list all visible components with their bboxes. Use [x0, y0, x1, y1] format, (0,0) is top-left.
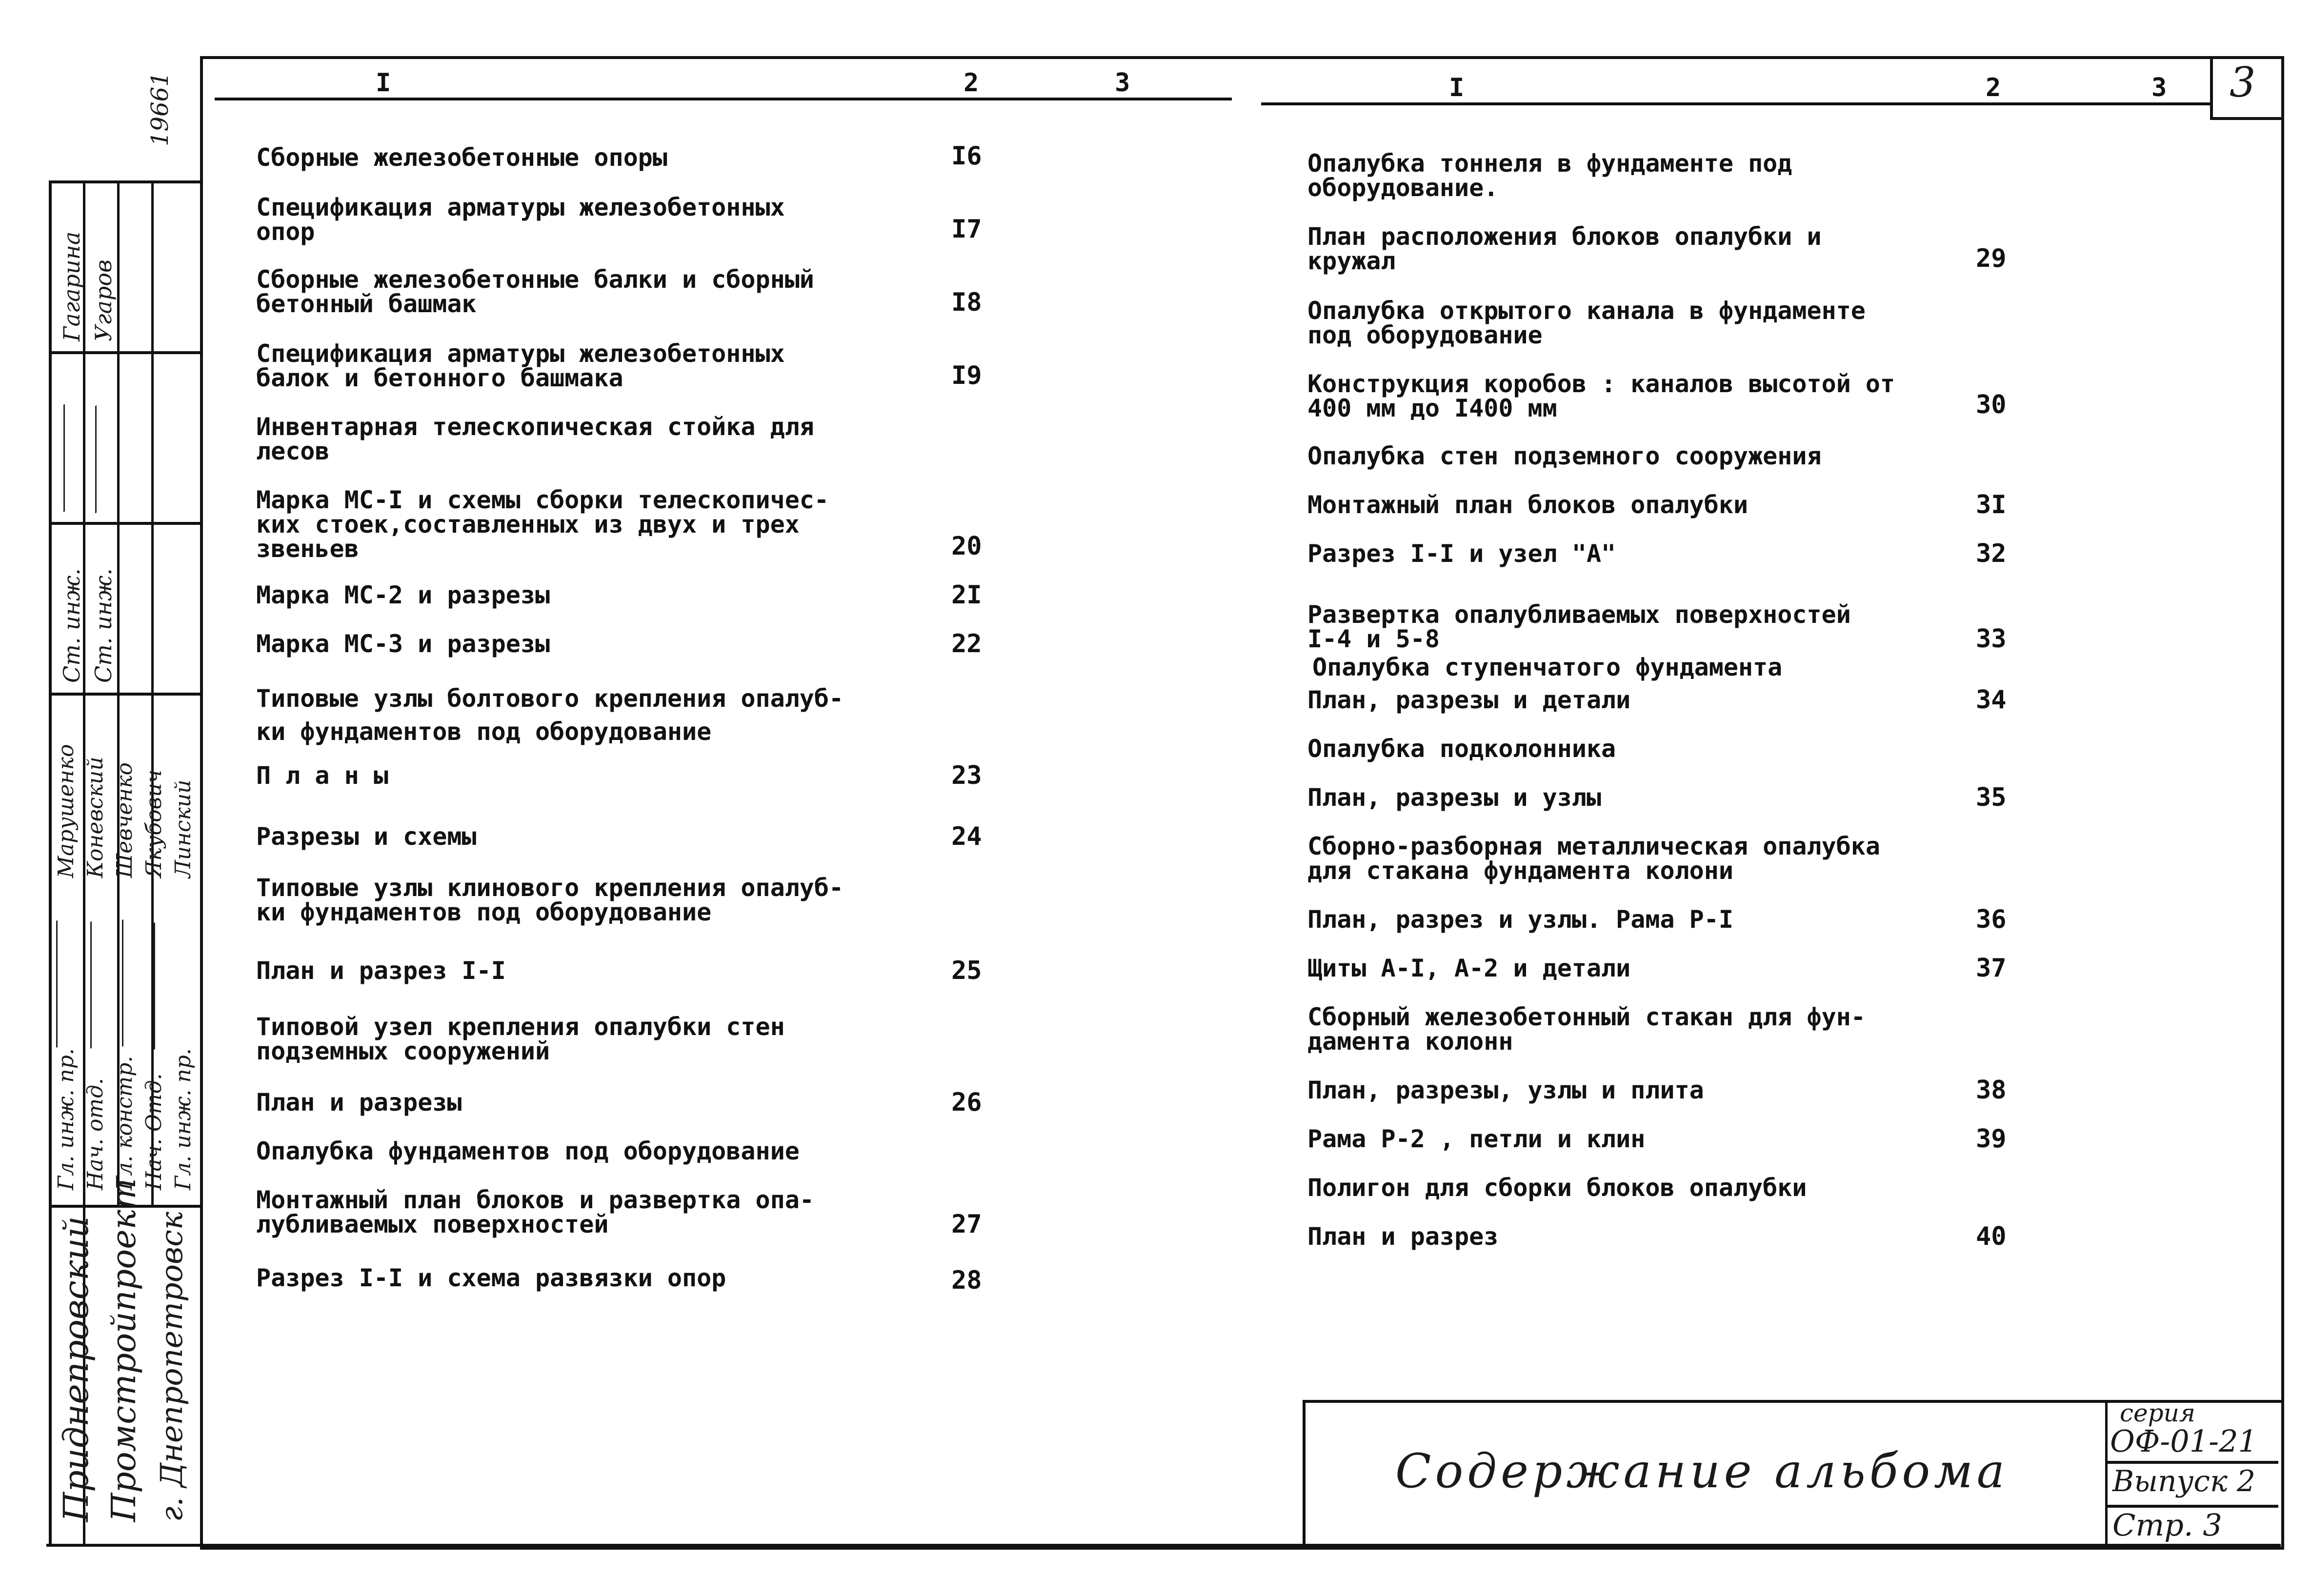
- org-name-3: г. Днепропетровск: [154, 1212, 189, 1522]
- right-entry-page: 32: [1976, 539, 2007, 568]
- signature: [154, 911, 175, 1050]
- title-block-rule-1: [2105, 1461, 2278, 1464]
- series-value: ОФ-01-21: [2110, 1423, 2257, 1459]
- right-header-rule: [1261, 102, 2210, 105]
- stamp-role: Гл. инж. пр.: [54, 1048, 79, 1190]
- side-stamp-rule-4: [49, 693, 200, 696]
- left-entry-page: 22: [951, 629, 982, 658]
- left-entry-page: 26: [951, 1088, 982, 1117]
- right-entry: Опалубка тоннеля в фундаменте под оборудование.: [1307, 149, 1792, 202]
- right-entry: План и разрез: [1307, 1222, 1499, 1251]
- title-block-divider: [2105, 1400, 2108, 1544]
- right-entry: Опалубка стен подземного сооружения: [1307, 442, 1822, 470]
- left-entry: План и разрез I-I: [256, 957, 506, 985]
- left-entry-page: I6: [951, 141, 982, 171]
- right-entry-page: 40: [1976, 1222, 2007, 1251]
- left-entry: Сборные железобетонные балки и сборный бетонный башмак: [256, 265, 814, 318]
- stamp-name: Линский: [171, 779, 196, 878]
- right-entry: Развертка опалубливаемых поверхностей I-4 и 5-8: [1307, 600, 1851, 653]
- right-entry: Конструкция коробов : каналов высотой от 400 мм до I400 мм: [1307, 370, 1895, 422]
- signature: [56, 913, 77, 1048]
- left-entry: Сборные железобетонные опоры: [256, 143, 667, 172]
- stamp-role-2: Ст. инж.: [90, 568, 117, 683]
- left-entry: Опалубка фундаментов под оборудование: [256, 1137, 800, 1165]
- right-entry-page: 3I: [1976, 490, 2007, 519]
- stamp-role-2: Ст. инж.: [59, 568, 85, 683]
- left-header-3: 3: [1115, 68, 1130, 98]
- right-entry-page: 36: [1976, 905, 2007, 934]
- left-entry-page: 24: [951, 822, 982, 851]
- left-entry: Марка МС-2 и разрезы: [256, 581, 550, 609]
- right-header-1: I: [1449, 73, 1465, 102]
- signature: [90, 912, 111, 1049]
- right-entry: Разрез I-I и узел "А": [1307, 539, 1616, 568]
- right-entry: Щиты А-I, А-2 и детали: [1307, 954, 1631, 982]
- sheet-number: 3: [2230, 59, 2256, 106]
- stamp-role: Нач. Отд.: [141, 1073, 166, 1190]
- series-label: серия: [2120, 1399, 2195, 1427]
- left-entry: Разрезы и схемы: [256, 822, 477, 851]
- org-name-2: Промстройпроект: [105, 1178, 143, 1522]
- issue-label: Выпуск 2: [2112, 1464, 2256, 1498]
- left-entry-page: 27: [951, 1210, 982, 1239]
- signature: [63, 395, 89, 512]
- left-header-1: I: [376, 68, 391, 98]
- stamp-name-2: Угаров: [90, 259, 117, 341]
- right-entry: План, разрез и узлы. Рама Р-I: [1307, 905, 1733, 934]
- right-entry-page: 34: [1976, 685, 2007, 715]
- stamp-role: Нач. отд.: [83, 1077, 108, 1190]
- right-entry-page: 37: [1976, 954, 2007, 983]
- right-entry: План, разрезы, узлы и плита: [1307, 1076, 1704, 1104]
- right-entry: Полигон для сборки блоков опалубки: [1307, 1174, 1807, 1202]
- left-entry-page: 28: [951, 1266, 982, 1295]
- signature: [122, 914, 143, 1047]
- left-entry: Типовой узел крепления опалубки стен подземных сооружений: [256, 1013, 785, 1065]
- stamp-name: Якубович: [141, 770, 166, 878]
- left-entry-page: I7: [951, 215, 982, 244]
- side-stamp-rule-3: [49, 522, 200, 525]
- left-entry-page: I8: [951, 288, 982, 317]
- stamp-role: Гл. инж. пр.: [171, 1048, 196, 1190]
- left-entry: Типовые узлы клинового крепления опалуб- ки фундаментов под оборудование: [256, 874, 844, 926]
- left-entry: Монтажный план блоков и развертка опа- лубливаемых поверхностей: [256, 1186, 814, 1238]
- album-title: Содержание альбома: [1395, 1444, 2009, 1498]
- right-entry: Рама Р-2 , петли и клин: [1307, 1125, 1646, 1153]
- signature: [95, 394, 121, 514]
- right-entry-page: 35: [1976, 783, 2007, 812]
- right-entry: Опалубка открытого канала в фундаменте под оборудование: [1307, 297, 1866, 349]
- right-entry-page: 33: [1976, 624, 2007, 654]
- left-entry: П л а н ы: [256, 761, 388, 790]
- left-entry-page: 23: [951, 761, 982, 790]
- right-entry-page: 38: [1976, 1076, 2007, 1105]
- left-entry: Марка МС-3 и разрезы: [256, 630, 550, 658]
- right-entry: Сборно-разборная металлическая опалубка для стакана фундамента колони: [1307, 832, 1880, 885]
- right-entry: План расположения блоков опалубки и кружал: [1307, 222, 1822, 275]
- right-entry: Опалубка подколонника: [1307, 735, 1616, 763]
- stamp-name: Шевченко: [112, 762, 137, 878]
- right-entry: Сборный железобетонный стакан для фун- дамента колонн: [1307, 1003, 1866, 1056]
- left-entry: План и разрезы: [256, 1088, 462, 1117]
- stamp-name: Коневский: [83, 757, 108, 878]
- left-entry: Инвентарная телескопическая стойка для лесов: [256, 413, 814, 465]
- right-entry-page: 29: [1976, 244, 2007, 273]
- right-entry: План, разрезы и детали: [1307, 686, 1631, 714]
- right-entry-page: 30: [1976, 390, 2007, 419]
- right-header-2: 2: [1986, 73, 2001, 102]
- left-header-rule: [215, 98, 1232, 100]
- side-stamp-rule-2: [49, 351, 200, 354]
- left-entry-page: I9: [951, 361, 982, 390]
- stamp-name: Марушенко: [54, 744, 79, 878]
- left-entry-page: 20: [951, 532, 982, 561]
- left-entry-page: 25: [951, 956, 982, 985]
- side-stamp-rule-1: [49, 180, 200, 183]
- right-entry: Монтажный план блоков опалубки: [1307, 491, 1748, 519]
- left-header-2: 2: [964, 68, 979, 98]
- right-header-3: 3: [2151, 73, 2167, 102]
- year-note: 19661: [146, 72, 174, 146]
- page-label: Стр. 3: [2112, 1507, 2222, 1543]
- org-name-1: Приднепровский: [56, 1216, 96, 1522]
- right-entry: Опалубка ступенчатого фундамента: [1312, 653, 1783, 681]
- right-entry: План, разрезы и узлы: [1307, 783, 1602, 812]
- right-entry-page: 39: [1976, 1124, 2007, 1154]
- left-entry-page: 2I: [951, 580, 982, 610]
- left-entry: Марка МС-I и схемы сборки телескопичес- ких стоек,составленных из двух и трех звеньев: [256, 486, 829, 563]
- stamp-name-2: Гагарина: [59, 231, 85, 341]
- left-entry: Разрез I-I и схема развязки опор: [256, 1264, 726, 1292]
- left-entry: Типовые узлы болтового крепления опалуб- ки фундаментов под оборудование: [256, 684, 844, 746]
- left-entry: Спецификация арматуры железобетонных балок и бетонного башмака: [256, 339, 785, 392]
- stamp-role: Гл. констр.: [112, 1056, 137, 1190]
- left-entry: Спецификация арматуры железобетонных опор: [256, 193, 785, 246]
